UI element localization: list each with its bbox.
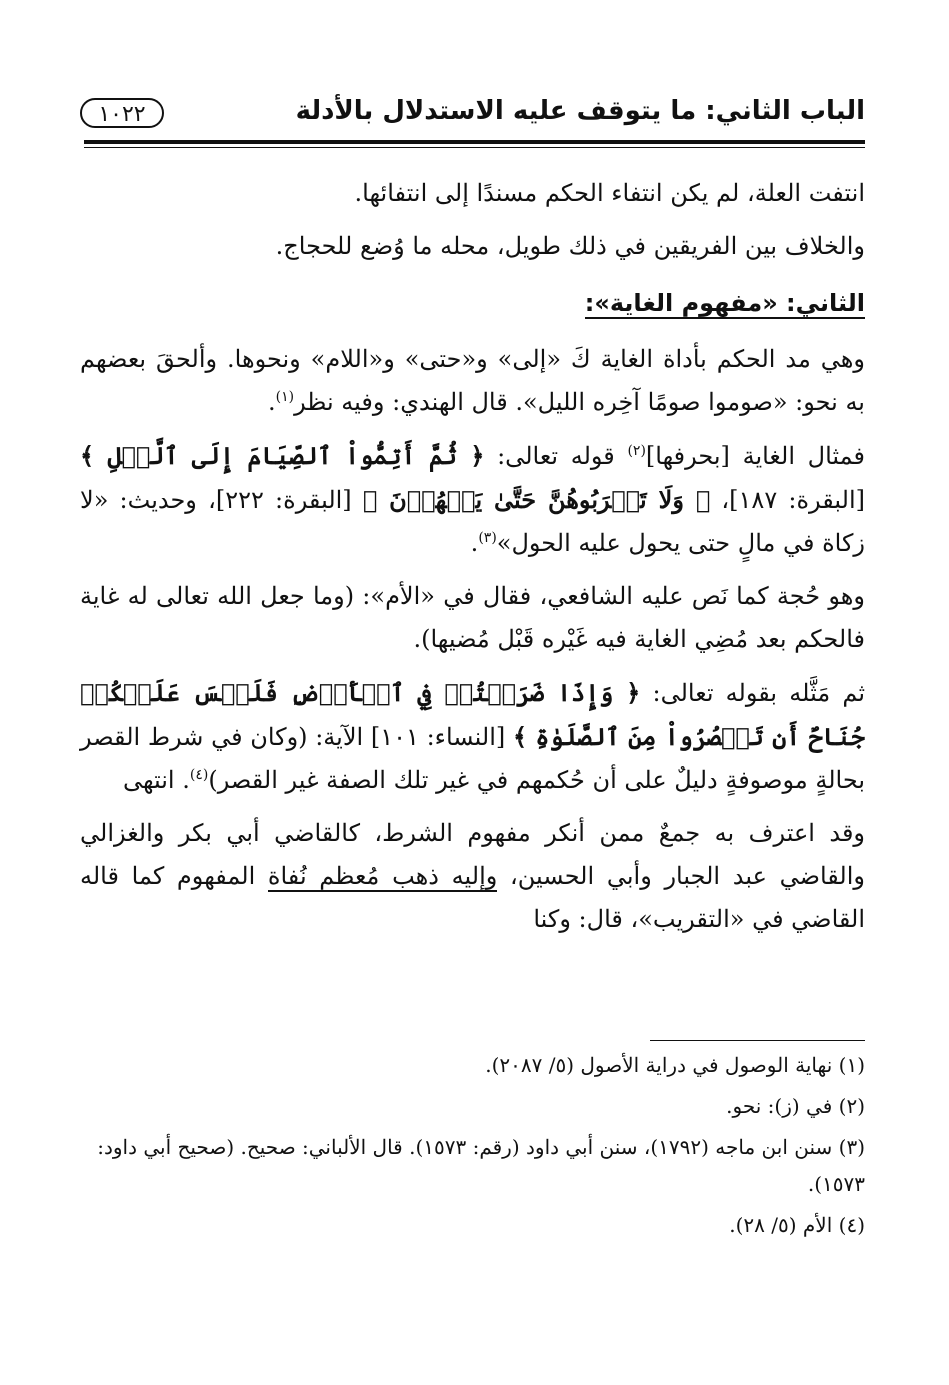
main-text bbox=[80, 172, 865, 941]
footnote-1: (١) نهاية الوصول في دراية الأصول (٥/ ٢٠٨٧). bbox=[485, 1053, 865, 1077]
header-rule-thick bbox=[84, 140, 865, 144]
underlined-phrase: وإليه ذهب مُعظم نُفاة bbox=[267, 862, 498, 890]
quran-verse-1: ﴿ ثُمَّ أَتِمُّواْ ٱلصِّيَامَ إِلَى ٱلَّيۡلِ ﴾ bbox=[80, 441, 485, 470]
footnote-3: (٣) سنن ابن ماجه (١٧٩٢)، سنن أبي داود (رقم: ١٥٧٣). قال الألباني: صحيح. (صحيح أبي داود: ١٥٧٣). bbox=[97, 1135, 865, 1196]
chapter-title: الباب الثاني: ما يتوقف عليه الاستدلال بالأدلة bbox=[295, 96, 865, 126]
page-number: ١٠٢٢ bbox=[80, 98, 164, 128]
footnotes bbox=[80, 1047, 865, 1248]
paragraph-5: وهو حُجة كما نَص عليه الشافعي، فقال في «الأم»: (وما جعل الله تعالى له غاية فالحكم بعد مُضِي الغاية فيه غَيْره قَبْل مُضيها). bbox=[80, 582, 865, 653]
paragraph-1: انتفت العلة، لم يكن انتفاء الحكم مسندًا إلى انتفائها. bbox=[354, 179, 865, 207]
paragraph-7: وقد اعترف به جمعٌ ممن أنكر مفهوم الشرط، كالقاضي أبي بكر والغزالي والقاضي عبد الجبار وأبي الحسين، وإليه ذهب مُعظم نُفاة المفهوم كما قاله القاضي في «التقريب»، قال: وكنا bbox=[80, 819, 866, 933]
footnote-ref-4: (٤) bbox=[189, 767, 209, 783]
paragraph-4: فمثال الغاية [بحرفها]$^{(٢)}$ قوله تعالى: ﴿ ثُمَّ أَتِمُّواْ ٱلصِّيَامَ إِلَى ٱلَّيۡلِ ﴾ [البقرة: ١٨٧]، ﴿ وَلَا تَقۡرَبُوهُنَّ حَتَّىٰ يَطۡهُرۡنَ ﴾ [البقرة: ٢٢٢]، وحديث: «لا زكاة في مالٍ حتى يحول عليه الحول»$^{(٣)}$. bbox=[80, 441, 866, 557]
footnote-4: (٤) الأم (٥/ ٢٨). bbox=[729, 1213, 865, 1237]
quran-verse-2: ﴿ وَلَا تَقۡرَبُوهُنَّ حَتَّىٰ يَطۡهُرۡنَ ﴾ bbox=[362, 485, 711, 514]
header-rule-thin bbox=[84, 147, 865, 148]
quran-verse-3: ﴿ وَإِذَا ضَرَبۡتُمۡ فِي ٱلۡأَرۡضِ فَلَيۡسَ عَلَيۡكُمۡ جُنَاحٌ أَن تَقۡصُرُواْ مِنَ ٱلصَّلَوٰةِ ﴾ bbox=[80, 678, 865, 751]
running-header bbox=[80, 92, 865, 144]
footnote-2: (٢) في (ز): نحو. bbox=[726, 1094, 865, 1118]
paragraph-2: والخلاف بين الفريقين في ذلك طويل، محله ما وُضع للحجاج. bbox=[275, 232, 865, 260]
paragraph-6: ثم مَثَّله بقوله تعالى: ﴿ وَإِذَا ضَرَبۡتُمۡ فِي ٱلۡأَرۡضِ فَلَيۡسَ عَلَيۡكُمۡ جُنَاحٌ أَن تَقۡصُرُواْ مِنَ ٱلصَّلَوٰةِ ﴾ [النساء: ١٠١] الآية: (وكان في شرط القصر بحالةٍ موصوفةٍ دليلٌ على أن حُكمهم في غير تلك الصفة غير القصر)$^{(٤)}$. انتهى bbox=[80, 678, 866, 794]
footnote-ref-1: (١) bbox=[275, 389, 295, 405]
footnote-separator bbox=[650, 1040, 865, 1041]
paragraph-3: وهي مد الحكم بأداة الغاية كَ «إلى» و«حتى» و«اللام» ونحوها. وألحقَ بعضهم به نحو: «صوموا صومًا آخِره الليل». قال الهندي: وفيه نظر$^{(١)}$. bbox=[80, 345, 865, 416]
footnote-ref-3: (٣) bbox=[478, 530, 497, 546]
heading-text: الثاني: «مفهوم الغاية»: bbox=[584, 289, 865, 317]
section-heading bbox=[80, 278, 865, 328]
footnote-ref-2: (٢) bbox=[627, 443, 646, 459]
